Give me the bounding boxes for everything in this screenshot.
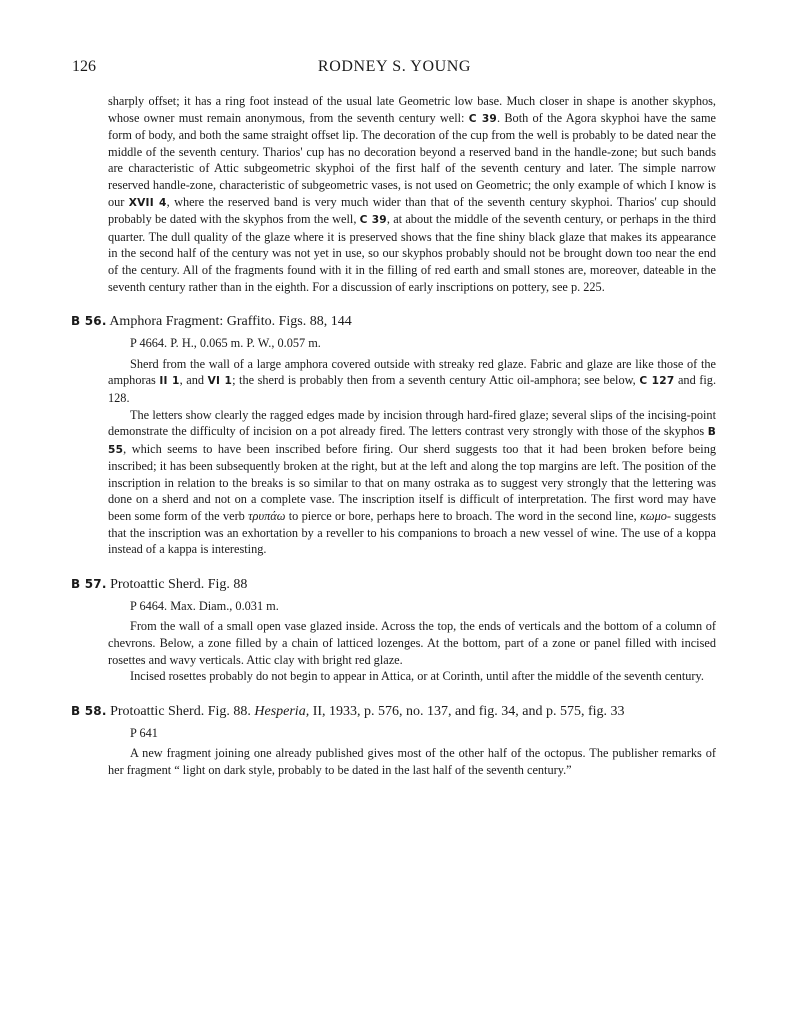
- text-run: , and: [179, 373, 208, 388]
- text-run: sharply offset; it has a ring foot instead of the usual late Geometric low base. Much closer in shape is another skyphos, whose owner must remain anonymous, from the seventh century well:: [108, 94, 716, 125]
- entry-title: Protoattic Sherd. Fig. 88: [106, 576, 248, 592]
- text-run: ; the sherd is probably then from a seventh century Attic oil-amphora; see below,: [232, 373, 640, 388]
- text-run: and fig. 128.: [108, 373, 717, 405]
- page-number: 126: [72, 58, 96, 75]
- text-run: , where the reserved band is very much wider than that of the seventh century skyphoi. Tharios' cup should probably be dated with the skyphos from the well,: [108, 194, 716, 227]
- catalogue-reference: XVII 4: [128, 196, 167, 209]
- entry-paragraph: A new fragment joining one already published gives most of the other half of the octopus. The publisher remarks of her fragment “ light on dark style, probably to be dated in the last half of the seventh century.”: [108, 746, 716, 777]
- text-run: . Both of the Agora skyphoi have the same form of body, and both the same straight offset lip. The decoration of the cup from the well is probably to be dated near the middle of the seventh century. Tharios' cup has no decoration beyond a reserved band in the handle-zone; but such bands are characteristic of Attic subgeometric skyphoi of the first half of the seventh century and later. The simple narrow reserved handle-zone, characteristic of subgeometric vases, is not used on Geometric; the only example of which I know is our: [108, 110, 716, 209]
- running-title: RODNEY S. YOUNG: [317, 58, 472, 75]
- intro-paragraph: [108, 93, 716, 295]
- journal-title: Hesperia,: [254, 703, 310, 719]
- entry-title: Protoattic Sherd. Fig. 88.: [106, 703, 255, 719]
- entry-paragraph: [108, 356, 716, 407]
- entry-number: B 57.: [71, 576, 107, 591]
- entry-inventory-b57: P 6464. Max. Diam., 0.031 m.: [130, 598, 279, 613]
- text-run: , at about the middle of the seventh century, or perhaps in the third quarter. The dull quality of the glaze where it is preserved shows that the fine shiny black glaze that makes its appearance in the second half of the century was not yet in use, so our skyphos probably should not be brought down too near the end of the century. All of the fragments found with it in the filling of red earth and small stones are, moreover, dateable in the seventh century rather than in the eighth. For a discussion of early inscriptions on pottery, see p. 225.: [108, 212, 716, 294]
- text-run: , which seems to have been inscribed before firing. Our sherd suggests too that it had been broken before being inscribed; it has been subsequently broken at the right, but at the left and along the top margins are left. The position of the inscription in relation to the breaks is so similar to that on many ostraka as to suggest very strongly that the lettering was done on a sherd and not on a complete vase. The inscription itself is difficult of interpretation. The first word may have been some form of the verb: [108, 441, 716, 524]
- greek-word: κωμο-: [639, 509, 671, 524]
- entry-inventory-b58: P 641: [130, 725, 158, 740]
- greek-word: τρυπάω: [248, 509, 286, 524]
- entry-title: Amphora Fragment: Graffito. Figs. 88, 144: [106, 314, 352, 330]
- entry-title-citation: II, 1933, p. 576, no. 137, and fig. 34, and p. 575, fig. 33: [309, 703, 625, 719]
- body-text: [71, 93, 717, 779]
- text-run: to pierce or bore, perhaps here to broach. The word in the second line,: [285, 509, 640, 524]
- catalogue-reference: C 39: [468, 112, 497, 125]
- text-run: The letters show clearly the ragged edges made by incision through hard-fired glaze; several slips of the incising-point demonstrate the difficulty of incision on a pot already fired. The letters contrast very strongly with those of the skyphos: [108, 407, 716, 439]
- catalogue-reference: C 39: [359, 214, 387, 227]
- entry-number: B 58.: [71, 703, 107, 718]
- entry-paragraph: From the wall of a small open vase glazed inside. Across the top, the ends of verticals and the bottom of a column of chevrons. Below, a zone filled by a chain of latticed lozenges. At the bottom, part of a zone or panel filled with incised rosettes and wavy verticals. Attic clay with bright red glaze.: [108, 619, 716, 667]
- catalogue-reference: VI 1: [207, 375, 233, 388]
- entry-number: B 56.: [71, 314, 107, 329]
- entry-heading-b57: [71, 575, 716, 594]
- catalogue-reference: II 1: [159, 375, 180, 388]
- entry-heading-b58: [71, 702, 716, 721]
- entry-inventory-b56: P 4664. P. H., 0.065 m. P. W., 0.057 m.: [130, 336, 321, 351]
- catalogue-reference: B 55: [108, 426, 716, 456]
- running-head: [72, 58, 717, 82]
- text-run: suggests that the inscription was an exhortation by a reveller to his companions to broach a new vessel of wine. The use of a koppa instead of a kappa is interesting.: [108, 509, 717, 557]
- text-run: Sherd from the wall of a large amphora covered outside with streaky red glaze. Fabric and glaze are like those of the amphoras: [108, 356, 716, 388]
- entry-paragraph: Incised rosettes probably do not begin to appear in Attica, or at Corinth, until after the middle of the seventh century.: [130, 669, 704, 684]
- catalogue-reference: C 127: [639, 375, 675, 388]
- entry-heading-b56: [71, 312, 716, 331]
- entry-paragraph: [108, 407, 716, 558]
